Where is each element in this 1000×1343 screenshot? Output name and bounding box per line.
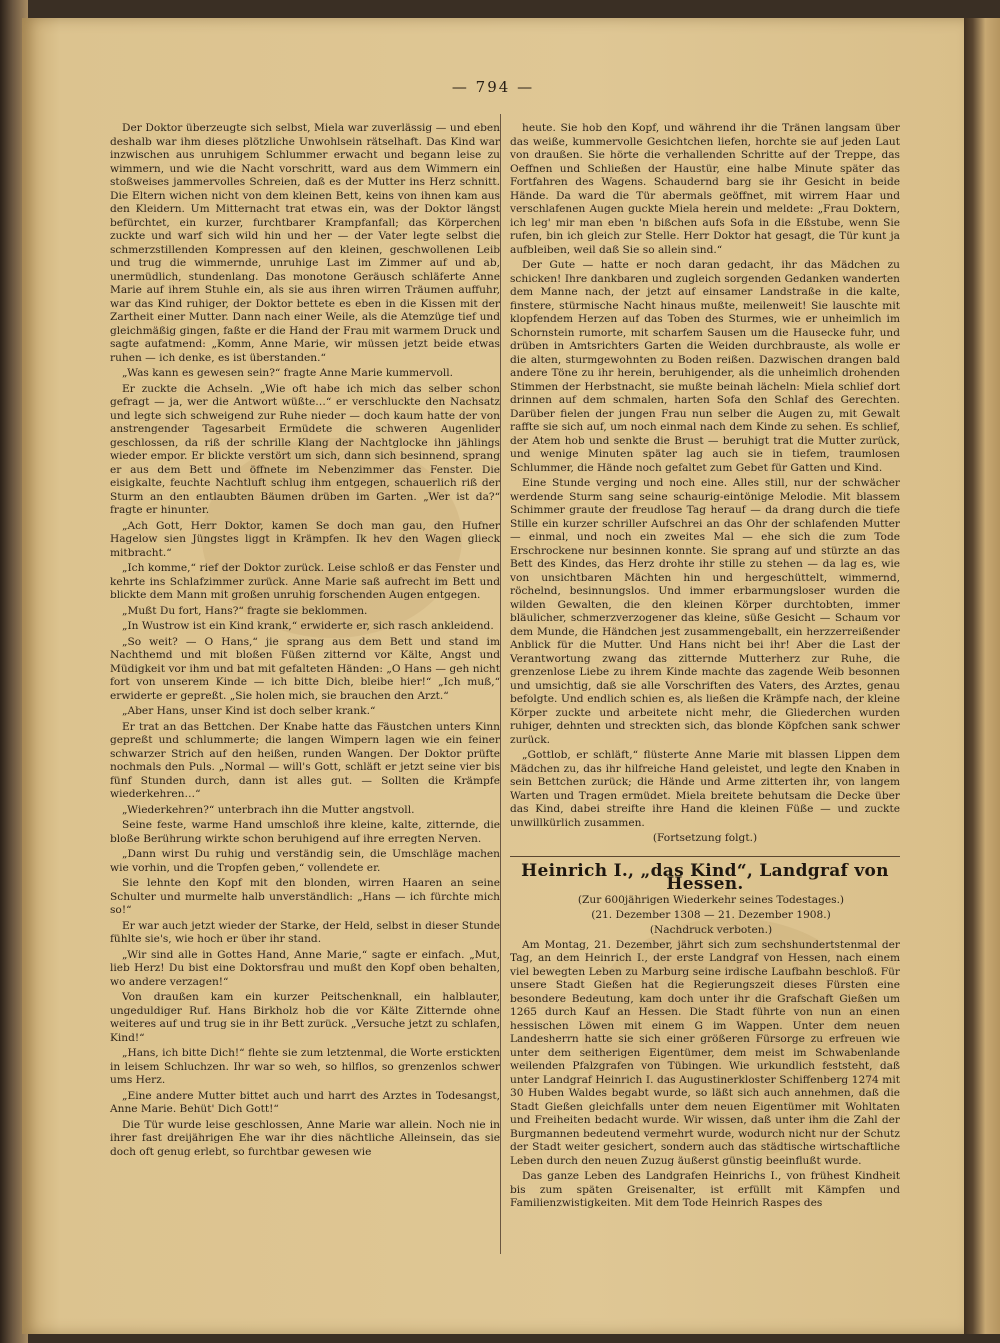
paragraph: „Was kann es gewesen sein?“ fragte Anne Marie kummervoll. xyxy=(122,367,454,379)
paragraph: Er war auch jetzt wieder der Starke, der Held, selbst in dieser Stunde fühlte sie's, wie hoch er über ihr stand. xyxy=(110,919,500,945)
paragraph: Er zuckte die Achseln. „Wie oft habe ich mich das selber schon gefragt — ja, wer die Antwort wüßte…“ er verschluckte den Nachsatz und legte sich schweigend zur Ruhe nieder — doch kaum hatte der von anstrengender Tagesarbeit Ermüdete die schweren Augenlider geschlossen, da riß der schrille Klang der Nachtglocke ihn jählings wieder empor. Er blickte verstört um sich, dann sich besinnend, sprang er aus dem Bett und öffnete im Nebenzimmer das Fenster. Die eisigkalte, feuchte Nachtluft schlug ihm entgegen, schauerlich riß der Sturm an den entlaubten Bäumen drüben im Garten. „Wer ist da?“ fragte er hinunter. xyxy=(110,382,500,516)
paragraph: Die Tür wurde leise geschlossen, Anne Marie war allein. Noch nie in ihrer fast dreijährigen Ehe war ihr dies nächtliche Alleinsein, das sie doch oft genug erlebt, so furchtbar gewesen wie xyxy=(110,1118,500,1158)
page-number: — 794 — xyxy=(451,78,535,96)
paragraph: Seine feste, warme Hand umschloß ihre kleine, kalte, zitternde, die bloße Berührung wirkte schon beruhigend auf ihre erregten Nerven. xyxy=(110,819,500,845)
paragraph: „Aber Hans, unser Kind ist doch selber krank.“ xyxy=(122,705,376,717)
paragraph: Eine Stunde verging und noch eine. Alles still, nur der schwächer werdende Sturm sang seine schaurig-eintönige Melodie. Mit blassem Schimmer graute der freudlose Tag herauf — da drang durch die tiefe Stille ein kurzer schriller Aufschrei an das Ohr der schlafenden Mutter — einmal, und noch ein zweites Mal — ehe sich die zum Tode Erschrockene nur besinnen konnte. Sie sprang auf und stürzte an das Bett des Kindes, das Herz drohte ihr stille zu stehen — da lag es, wie von unsichtbaren Mächten hin und hergeschüttelt, wimmernd, röchelnd, besinnungslos. Und immer erbarmungsloser wurden die wilden Gewalten, die den kleinen Körper durchtobten, immer bläulicher, schmerzverzogener das kleine, süße Gesicht — Schaum vor dem Munde, die Händchen jest zusammengeballt, ein herzzerreißender Anblick für die Mutter. Und Hans nicht bei ihr! Aber die Last der Verantwortung zwang das zitternde Mutterherz zur Ruhe, die grenzenlose Liebe zu ihrem Kinde machte das zagende Weib besonnen und umsichtig, daß sie alle Vorschriften des Vaters, des Arztes, genau befolgte. Und endlich schien es, als ließen die Krämpfe nach, der kleine Körper zuckte und arbeitete nicht mehr, die Gliederchen wurden ruhiger, dehnten und streckten sich, das blonde Köpfchen sank schwer zurück. xyxy=(510,477,900,746)
paragraph: Der Doktor überzeugte sich selbst, Miela war zuverlässig — und eben deshalb war ihm dieses plötzliche Unwohlsein rätselhaft. Das Kind war inzwischen aus unruhigem Schlummer erwacht und begann leise zu wimmern, und wie die Nacht vorschritt, ward aus dem Wimmern ein stoßweises jammervolles Schreien, daß es der Mutter ins Herz schnitt. Die Eltern wichen nicht von dem kleinen Bett, keins von ihnen kam aus den Kleidern. Um Mitternacht trat etwas ein, was der Doktor längst befürchtet, ein kurzer, furchtbarer Krampfanfall; das Körperchen zuckte und warf sich wild hin und her — der Vater legte selbst die schmerzstillenden Kompressen auf den kleinen, geschwollenen Leib und trug die wimmernde, unruhige Last im Zimmer auf und ab, unermüdlich, stundenlang. Das monotone Geräusch schläferte Anne Marie auf ihrem Stuhle ein, als sie aus ihren wirren Träumen auffuhr, war das Kind ruhiger, der Doktor bettete es eben in die Kissen mit der Zartheit einer Mutter. Dann nach einer Weile, als die Atemzüge tief und gleichmäßig gingen, faßte er die Hand der Frau mit warmem Druck und sagte aufatmend: „Komm, Anne Marie, wir müssen jetzt beide etwas ruhen — ich denke, es ist überstanden.“ xyxy=(110,122,500,364)
book-spine-right xyxy=(958,18,1000,1334)
paragraph: „Dann wirst Du ruhig und verständig sein, die Umschläge machen wie vorhin, und die Tropfen geben,“ vollendete er. xyxy=(110,848,500,874)
column-rule xyxy=(500,114,501,1254)
paragraph: Das ganze Leben des Landgrafen Heinrichs I., von frühest Kindheit bis zum späten Greisenalter, ist erfüllt mit Kämpfen und Familienzwistigkeiten. Mit dem Tode Heinrich Raspes des xyxy=(510,1170,900,1209)
paragraph: „Gottlob, er schläft,“ flüsterte Anne Marie mit blassen Lippen dem Mädchen zu, das ihr hilfreiche Hand geleistet, und legte den Knaben in sein Bettchen zurück; die Hände und Arme zitterten ihr, von langem Warten und Tragen ermüdet. Miela breitete behutsam die Decke über das Kind, dabei streifte ihre Hand die kleinen Füße — und zuckte unwillkürlich zusammen. xyxy=(510,749,900,829)
paragraph: Er trat an das Bettchen. Der Knabe hatte das Fäustchen unters Kinn gepreßt und schlummerte; die langen Wimpern lagen wie ein feiner schwarzer Strich auf den heißen, runden Wangen. Der Doktor prüfte nochmals den Puls. „Normal — will's Gott, schläft er jetzt seine vier bis fünf Stunden durch, dann ist alles gut. — Sollten die Krämpfe wiederkehren…“ xyxy=(110,720,500,800)
paragraph: „Ich komme,“ rief der Doktor zurück. Leise schloß er das Fenster und kehrte ins Schlafzimmer zurück. Anne Marie saß aufrecht im Bett und blickte dem Mann mit großen unruhig forschenden Augen entgegen. xyxy=(110,562,500,601)
article-subtitle: (Zur 600jährigen Wiederkehr seines Todestages.) xyxy=(577,893,845,906)
reprint-note: (Nachdruck verboten.) xyxy=(649,923,773,936)
newspaper-page xyxy=(22,18,964,1334)
paragraph: „Ach Gott, Herr Doktor, kamen Se doch man gau, den Hufner Hagelow sien Jüngstes liggt in Krämpfen. Ik hev den Wagen glieck mitbracht.“ xyxy=(110,519,500,559)
paragraph: Der Gute — hatte er noch daran gedacht, ihr das Mädchen zu schicken! Ihre dankbaren und zugleich sorgenden Gedanken wanderten dem Manne nach, der jetzt auf einsamer Landstraße in die kalte, finstere, stürmische Nacht hinaus mußte, meilenweit! Sie lauschte mit klopfendem Herzen auf das Toben des Sturmes, wie er unheimlich im Schornstein rumorte, mit scharfem Sausen um die Hausecke fuhr, und drüben in Amtsrichters Garten die Weiden durchbrauste, als wolle er die alten, sturmgewohnten zu Boden reißen. Dazwischen drangen bald andere Töne zu ihr herein, beruhigender, als die unheimlich drohenden Stimmen der Herbstnacht, sie mußte beinah lächeln: Miela schlief dort drinnen auf dem schmalen, harten Sofa den Schlaf des Gerechten. Darüber fielen der jungen Frau nun selber die Augen zu, mit Gewalt raffte sie sich auf, um noch einmal nach dem Kinde zu sehen. Es schlief, der Atem hob und senkte die Brust — beruhigt trat die Mutter zurück, und wenige Minuten später lag auch sie in tiefem, traumlosen Schlummer, die Hände noch gefaltet zum Gebet für Gatten und Kind. xyxy=(510,259,900,474)
section-divider xyxy=(510,856,900,857)
paragraph: „In Wustrow ist ein Kind krank,“ erwiderte er, sich rasch ankleidend. xyxy=(122,620,494,632)
right-column xyxy=(510,122,900,1213)
paragraph: Am Montag, 21. Dezember, jährt sich zum sechshundertstenmal der Tag, an dem Heinrich I., der erste Landgraf von Hessen, nach einem viel bewegten Leben zu Marburg seine irdische Laufbahn beschloß. Für unsere Stadt Gießen hat die Regierungszeit dieses Fürsten eine besondere Bedeutung, kam doch unter ihr die Grafschaft Gießen um 1265 durch Kauf an Hessen. Die Stadt führte von nun an einen hessischen Löwen mit einem G im Wappen. Unter dem neuen Landesherrn hatte sie sich einer größeren Fürsorge zu erfreuen wie unter dem seitherigen Eigentümer, dem meist im Schwabenlande weilenden Pfalzgrafen von Tübingen. Wie urkundlich feststeht, daß unter Landgraf Heinrich I. das Augustinerkloster Schiffenberg 1274 mit 30 Huben Waldes begabt wurde, so läßt sich auch annehmen, daß die Stadt Gießen gleichfalls unter dem neuen Eigentümer mit Wohltaten und Freiheiten bedacht wurde. Wir wissen, daß unter ihm die Zahl der Burgmannen bedeutend vermehrt wurde, wodurch nicht nur der Schutz der Stadt weiter gesichert, sondern auch das städtische wirtschaftliche Leben durch den neuen Zuzug äußerst günstig beeinflußt wurde. xyxy=(510,938,900,1167)
paragraph: „Mußt Du fort, Hans?“ fragte sie beklommen. xyxy=(122,604,368,617)
article-title: Heinrich I., „das Kind“, Landgraf von Hessen. xyxy=(521,860,889,894)
left-column xyxy=(110,122,500,1161)
continuation-note: (Fortsetzung folgt.) xyxy=(652,832,758,844)
paragraph: „Eine andere Mutter bittet auch und harrt des Arztes in Todesangst, Anne Marie. Behüt' Dich Gott!“ xyxy=(110,1089,500,1115)
paragraph: heute. Sie hob den Kopf, und während ihr die Tränen langsam über das weiße, kummervolle Gesichtchen liefen, horchte sie auf jeden Laut von draußen. Sie hörte die verhallenden Schritte auf der Treppe, das Oeffnen und Schließen der Haustür, eine halbe Minute später das Fortfahren des Wagens. Schaudernd barg sie ihr Gesicht in beide Hände. Da ward die Tür abermals geöffnet, mit wirrem Haar und verschlafenen Augen guckte Miela herein und meldete: „Frau Doktern, ich leg' mir man eben 'n bißchen aufs Sofa in die Eßstube, wenn Sie rufen, bin ich gleich zur Stelle. Herr Doktor hat gesagt, die Tür kunt ja aufbleiben, weil daß Sie so allein sind.“ xyxy=(510,122,900,256)
paragraph: „Hans, ich bitte Dich!“ flehte sie zum letztenmal, die Worte erstickten in leisem Schluchzen. Ihr war so weh, so hilflos, so grenzenlos schwer ums Herz. xyxy=(110,1047,500,1086)
paragraph: „Wir sind alle in Gottes Hand, Anne Marie,“ sagte er einfach. „Mut, lieb Herz! Du bist eine Doktorsfrau und mußt den Kopf oben behalten, wo andere verzagen!“ xyxy=(110,948,500,988)
paragraph: Von draußen kam ein kurzer Peitschenknall, ein halblauter, ungeduldiger Ruf. Hans Birkholz hob die vor Kälte Zitternde ohne weiteres auf und trug sie in ihr Bett zurück. „Versuche jetzt zu schlafen, Kind!“ xyxy=(110,991,500,1044)
paragraph: „Wiederkehren?“ unterbrach ihn die Mutter angstvoll. xyxy=(122,803,415,816)
article-dates: (21. Dezember 1308 — 21. Dezember 1908.) xyxy=(591,908,831,921)
paragraph: „So weit? — O Hans,“ jie sprang aus dem Bett und stand im Nachthemd und mit bloßen Füßen zitternd vor Kälte, Angst und Müdigkeit vor ihm und bat mit gefalteten Händen: „O Hans — geh nicht fort von unserem Kinde — ich bitte Dich, bleibe hier!“ „Ich muß,“ erwiderte er gepreßt. „Sie holen mich, sie brauchen den Arzt.“ xyxy=(110,635,500,702)
paragraph: Sie lehnte den Kopf mit den blonden, wirren Haaren an seine Schulter und murmelte halb unverständlich: „Hans — ich fürchte mich so!“ xyxy=(110,877,500,916)
